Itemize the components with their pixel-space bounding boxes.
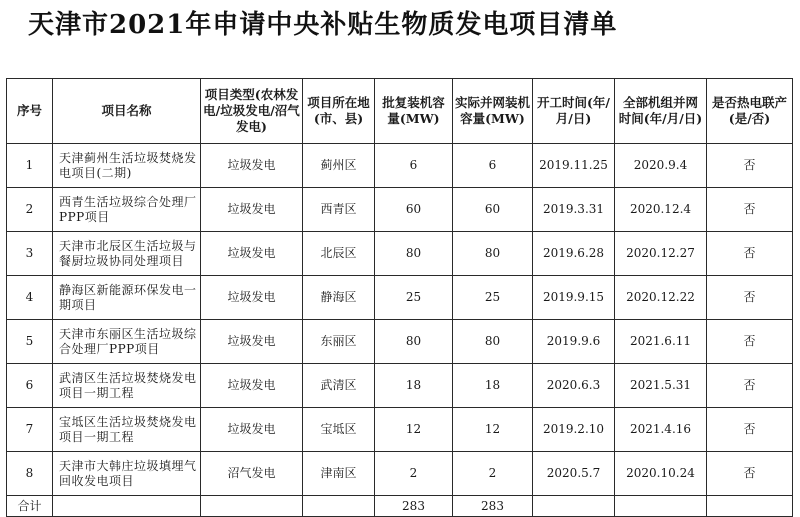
cell-approved: 80 [375, 232, 453, 276]
cell-approved: 60 [375, 188, 453, 232]
cell-approved: 25 [375, 276, 453, 320]
total-empty [533, 496, 615, 517]
table-row [7, 144, 793, 188]
cell-start: 2019.6.28 [533, 232, 615, 276]
cell-location: 津南区 [303, 452, 375, 496]
cell-start: 2019.11.25 [533, 144, 615, 188]
cell-name: 天津市大韩庄垃圾填埋气回收发电项目 [53, 452, 201, 496]
header-grid-time: 全部机组并网时间(年/月/日) [615, 79, 707, 144]
cell-name: 静海区新能源环保发电一期项目 [53, 276, 201, 320]
total-row [7, 496, 793, 517]
table-row [7, 408, 793, 452]
cell-approved: 80 [375, 320, 453, 364]
cell-name: 天津市北辰区生活垃圾与餐厨垃圾协同处理项目 [53, 232, 201, 276]
cell-start: 2019.2.10 [533, 408, 615, 452]
header-chp: 是否热电联产(是/否) [707, 79, 793, 144]
cell-seq: 3 [7, 232, 53, 276]
cell-approved: 2 [375, 452, 453, 496]
header-approved-capacity: 批复装机容量(MW) [375, 79, 453, 144]
cell-name: 武清区生活垃圾焚烧发电项目一期工程 [53, 364, 201, 408]
total-label: 合计 [7, 496, 53, 517]
cell-seq: 4 [7, 276, 53, 320]
cell-start: 2019.9.15 [533, 276, 615, 320]
cell-type: 沼气发电 [201, 452, 303, 496]
cell-seq: 7 [7, 408, 53, 452]
cell-grid: 2020.12.27 [615, 232, 707, 276]
cell-grid: 2021.6.11 [615, 320, 707, 364]
total-empty [303, 496, 375, 517]
cell-seq: 5 [7, 320, 53, 364]
cell-actual: 60 [453, 188, 533, 232]
cell-grid: 2020.12.22 [615, 276, 707, 320]
table-row [7, 320, 793, 364]
total-actual: 283 [453, 496, 533, 517]
header-start-time: 开工时间(年/月/日) [533, 79, 615, 144]
project-table [6, 78, 793, 517]
cell-approved: 18 [375, 364, 453, 408]
cell-start: 2019.3.31 [533, 188, 615, 232]
total-empty [53, 496, 201, 517]
cell-actual: 18 [453, 364, 533, 408]
cell-location: 东丽区 [303, 320, 375, 364]
cell-location: 武清区 [303, 364, 375, 408]
cell-chp: 否 [707, 408, 793, 452]
table-row [7, 364, 793, 408]
cell-name: 天津市东丽区生活垃圾综合处理厂PPP项目 [53, 320, 201, 364]
cell-type: 垃圾发电 [201, 276, 303, 320]
cell-chp: 否 [707, 188, 793, 232]
cell-type: 垃圾发电 [201, 232, 303, 276]
cell-location: 北辰区 [303, 232, 375, 276]
cell-location: 宝坻区 [303, 408, 375, 452]
cell-location: 蓟州区 [303, 144, 375, 188]
cell-name: 天津蓟州生活垃圾焚烧发电项目(二期) [53, 144, 201, 188]
total-empty [615, 496, 707, 517]
cell-actual: 12 [453, 408, 533, 452]
cell-chp: 否 [707, 276, 793, 320]
total-empty [201, 496, 303, 517]
cell-approved: 6 [375, 144, 453, 188]
cell-start: 2019.9.6 [533, 320, 615, 364]
cell-grid: 2020.9.4 [615, 144, 707, 188]
table-row [7, 452, 793, 496]
cell-type: 垃圾发电 [201, 188, 303, 232]
cell-chp: 否 [707, 144, 793, 188]
cell-type: 垃圾发电 [201, 408, 303, 452]
cell-actual: 80 [453, 232, 533, 276]
cell-actual: 25 [453, 276, 533, 320]
cell-seq: 2 [7, 188, 53, 232]
cell-chp: 否 [707, 320, 793, 364]
header-seq: 序号 [7, 79, 53, 144]
cell-grid: 2020.10.24 [615, 452, 707, 496]
cell-grid: 2021.4.16 [615, 408, 707, 452]
cell-chp: 否 [707, 232, 793, 276]
cell-type: 垃圾发电 [201, 320, 303, 364]
cell-location: 西青区 [303, 188, 375, 232]
page-title: 天津市2021年申请中央补贴生物质发电项目清单 [28, 10, 618, 40]
header-row [7, 79, 793, 144]
total-approved: 283 [375, 496, 453, 517]
cell-seq: 8 [7, 452, 53, 496]
cell-chp: 否 [707, 364, 793, 408]
header-type: 项目类型(农林发电/垃圾发电/沼气发电) [201, 79, 303, 144]
cell-actual: 2 [453, 452, 533, 496]
cell-location: 静海区 [303, 276, 375, 320]
cell-seq: 1 [7, 144, 53, 188]
cell-seq: 6 [7, 364, 53, 408]
cell-grid: 2020.12.4 [615, 188, 707, 232]
table-row [7, 276, 793, 320]
total-empty [707, 496, 793, 517]
header-location: 项目所在地(市、县) [303, 79, 375, 144]
cell-grid: 2021.5.31 [615, 364, 707, 408]
cell-name: 西青生活垃圾综合处理厂PPP项目 [53, 188, 201, 232]
cell-name: 宝坻区生活垃圾焚烧发电项目一期工程 [53, 408, 201, 452]
cell-chp: 否 [707, 452, 793, 496]
cell-start: 2020.6.3 [533, 364, 615, 408]
header-actual-capacity: 实际并网装机容量(MW) [453, 79, 533, 144]
table-row [7, 232, 793, 276]
header-name: 项目名称 [53, 79, 201, 144]
cell-type: 垃圾发电 [201, 144, 303, 188]
cell-start: 2020.5.7 [533, 452, 615, 496]
cell-type: 垃圾发电 [201, 364, 303, 408]
cell-approved: 12 [375, 408, 453, 452]
cell-actual: 80 [453, 320, 533, 364]
table-row [7, 188, 793, 232]
cell-actual: 6 [453, 144, 533, 188]
